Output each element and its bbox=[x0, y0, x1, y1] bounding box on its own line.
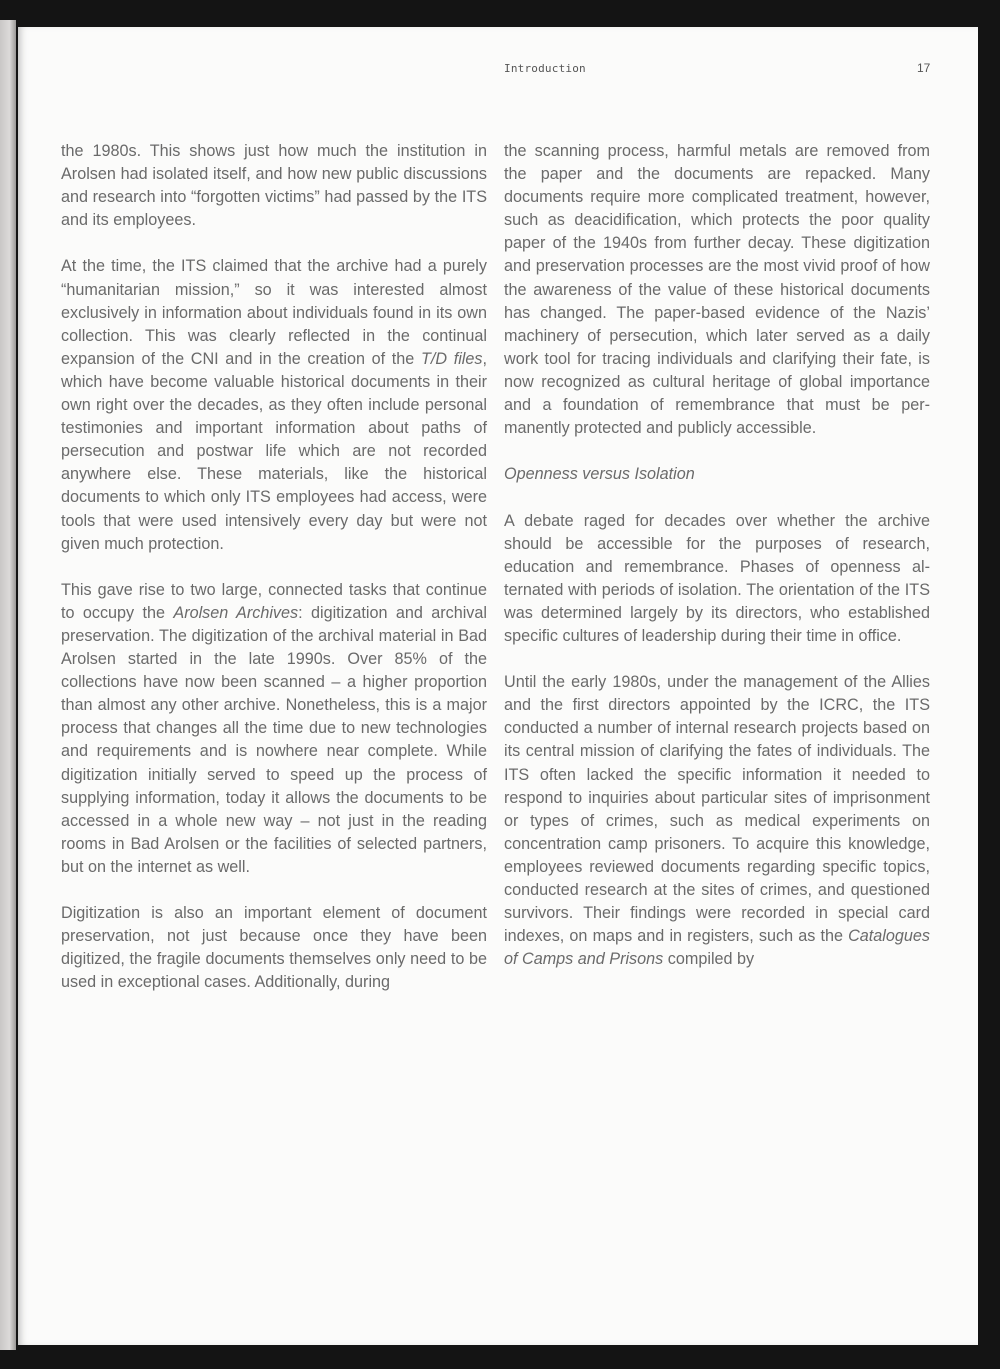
paragraph: the scanning process, harmful metals are removed from the paper and the documents are repacked. Many documents require more complicated treatment, however, such as deacidification, which protects the poor quality paper of the 1940s from further decay. These digitization and preservation processes are the most vivid proof of how the awareness of the value of these historical documents has changed. The paper-based evidence of the Nazis’ machinery of persecution, which later served as a daily work tool for tracing individuals and clarifying their fate, is now recognized as cultural heritage of global importance and a foundation of remembrance that must be permanently protected and publicly accessible. bbox=[504, 142, 930, 438]
text-run: At the time, the ITS claimed that the archive had a purely “humanitarian mission,” so it was interested almost exclusively in information about individuals found in its own collection. This was clearly reflected in the continual expansion of the CNI and in the creation of the bbox=[61, 257, 487, 368]
paragraph bbox=[61, 579, 487, 879]
paragraph bbox=[504, 671, 930, 971]
text-run: compiled by bbox=[663, 950, 755, 969]
paragraph: Digitization is also an important element of document preservation, not just because once they have been digitized, the fragile documents themselves only need to be used in exceptional cases. Additionally, during bbox=[61, 904, 487, 992]
right-column bbox=[504, 140, 930, 994]
italic-term: Catalogues of Camps and Prisons bbox=[504, 927, 930, 969]
text-run: : digitization and archival preservation. The digitization of the archival material in Bad Arolsen started in the late 1990s. Over 85% of the collections have now been scanned – a higher proportion than almost any other archive. Nonetheless, this is a major process that changes all the time due to new technologies and requirements and is nowhere near complete. While digitization initially served to speed up the process of supplying information, today it allows the documents to be accessed in a whole new way – not just in the reading rooms in Bad Arolsen or the facilities of selected partners, but on the internet as well. bbox=[61, 603, 487, 876]
italic-term: T/D files bbox=[420, 349, 483, 368]
italic-term: Arolsen Archives bbox=[173, 603, 299, 622]
paragraph bbox=[61, 255, 487, 555]
text-run: This gave rise to two large, connected tasks that continue to occupy the bbox=[61, 580, 487, 622]
text-run: , which have become valuable historical documents in their own right over the decades, as they often include personal testimonies and important information about paths of persecution and postwar life which are not recorded anywhere else. These materials, like the historical documents to which only ITS employees had access, were tools that were used intensively every day but were not given much protection. bbox=[61, 349, 487, 553]
page-number: 17 bbox=[917, 61, 931, 75]
section-heading: Openness versus Isolation bbox=[504, 465, 695, 484]
previous-page-edge bbox=[0, 20, 16, 1350]
left-column bbox=[61, 140, 487, 1018]
running-head: Introduction bbox=[504, 62, 586, 75]
paragraph: A debate raged for decades over whether the archive should be accessible for the purposes of research, education and remembrance. Phases of openness alternated with periods of isolation. The orientation of the ITS was determined largely by its directors, who established specific cultures of leadership during their time in office. bbox=[504, 511, 930, 645]
text-run: Until the early 1980s, under the management of the Allies and the first directors appointed by the ICRC, the ITS conducted a number of internal research projects based on its central mission of clarifying the fates of individuals. The ITS often lacked the specific information it needed to respond to inquiries about particular sites of imprisonment or types of crimes, such as medical experiments on concentration camp prisoners. To acquire this knowledge, employees reviewed documents regarding specific topics, conducted research at the sites of crimes, and questioned survivors. Their findings were recorded in special card indexes, on maps and in registers, such as the bbox=[504, 673, 930, 946]
paragraph: the 1980s. This shows just how much the institution in Arolsen had isolated itself, and how new public discussions and research into “forgotten victims” had passed by the ITS and its employees. bbox=[61, 142, 487, 230]
